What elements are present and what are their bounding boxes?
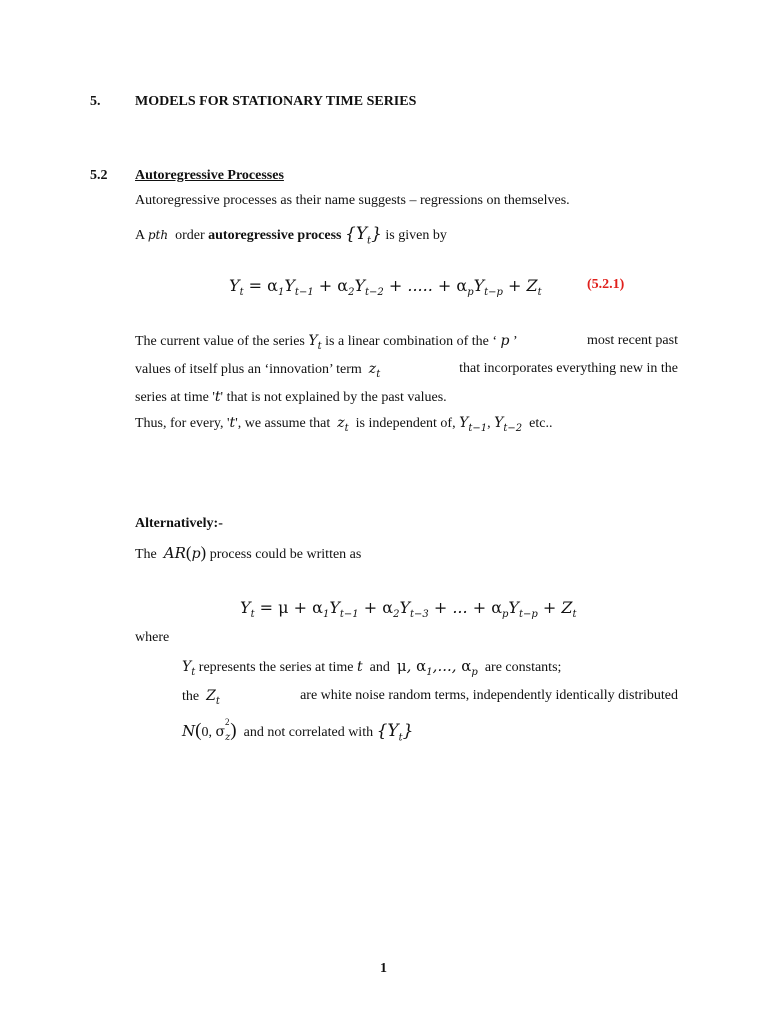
paragraph-line-1: The current value of the series $Y_t$ is a linear combination of the ‘ p ’ most recent past (135, 333, 678, 352)
equation-ar-p: $Y_t = \alpha_1Y_{t-1} + \alpha_2Y_{t-2}$ + ..... + $\alpha_pY_{t-p} + Z_t$ (229, 276, 542, 299)
section-title: MODELS FOR STATIONARY TIME SERIES (135, 94, 417, 109)
subsection-number: 5.2 (90, 168, 108, 183)
paragraph-line-2: values of itself plus an ‘innovation’ term $z_t$ that incorporates everything new in the (135, 361, 678, 380)
page-number: 1 (380, 961, 387, 976)
equation-ar-mean: $Y_t = \mu + \alpha_1Y_{t-1} + \alpha_2Y_{t-3}$ + ... + $\alpha_pY_{t-p} + Z_t$ (240, 598, 577, 621)
section-number: 5. (90, 94, 101, 109)
equation-label: (5.2.1) (587, 277, 625, 292)
paragraph-line-3: series at time 't' that is not explained by the past values. (135, 389, 447, 405)
paragraph-line-4: Thus, for every, 't', we assume that $z_t$ is independent of, $Y_{t-1}$, $Y_{t-2}$ etc.. (135, 415, 553, 434)
definition-3: N(0, σ $_{2 z}$) and not correlated with $\{Y_t\}$ (182, 716, 414, 744)
where-text: where (135, 630, 170, 645)
definition-2: the $Z_t$ are white noise random terms, independently identically distributed (182, 688, 678, 707)
intro-text: Autoregressive processes as their name suggests – regressions on themselves. (135, 193, 570, 208)
definition-line: A pth order autoregressive process $\{Y_t\}$ is given by (135, 224, 447, 247)
alternatively-heading: Alternatively:- (135, 516, 223, 531)
alt-line: The AR(p) process could be written as (135, 543, 362, 562)
definition-1: $Y_t$ represents the series at time t and μ, $\alpha_1$,..., $\alpha_p$ are constants; (182, 657, 562, 678)
subsection-title: Autoregressive Processes (135, 168, 284, 183)
